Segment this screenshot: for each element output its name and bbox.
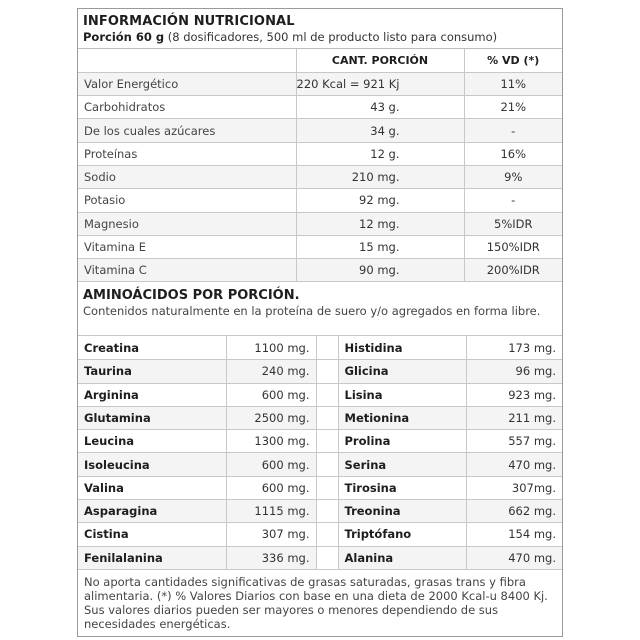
- nutrient-amount: 210 mg.: [296, 165, 464, 188]
- amino-value: 307mg.: [466, 476, 562, 499]
- nutrient-vd: 16%: [464, 142, 562, 165]
- amino-value: 600 mg.: [226, 453, 316, 476]
- amino-name: Lisina: [338, 383, 466, 406]
- footer-note: No aporta cantidades significativas de grasas saturadas, grasas trans y fibra alimentaria. (*) % Valores Diarios con base en una dieta de 2000 Kcal-u 8400 Kj. Sus valores diarios pueden ser mayores o menores dependiendo de sus necesidades energéticas.: [84, 574, 548, 631]
- nutrient-vd: 21%: [464, 96, 562, 119]
- amino-header: [78, 282, 562, 336]
- amino-name: Glutamina: [78, 406, 226, 429]
- portion-line: [83, 30, 562, 45]
- nutrient-vd: -: [464, 189, 562, 212]
- nutrient-name: Magnesio: [78, 212, 296, 235]
- amino-value: 2500 mg.: [226, 406, 316, 429]
- amino-title: AMINOÁCIDOS POR PORCIÓN.: [83, 288, 300, 304]
- amino-value: 173 mg.: [466, 336, 562, 359]
- nutrient-amount: 92 mg.: [296, 189, 464, 212]
- amino-value: 1300 mg.: [226, 430, 316, 453]
- amino-table: [78, 336, 562, 569]
- nutrition-row: [78, 235, 562, 258]
- nutrient-name: Potasio: [78, 189, 296, 212]
- panel-title: INFORMACIÓN NUTRICIONAL: [83, 14, 295, 29]
- nutrient-vd: 9%: [464, 165, 562, 188]
- amino-name: Taurina: [78, 360, 226, 383]
- col-amount-header: CANT. PORCIÓN: [296, 49, 464, 72]
- nutrition-row: [78, 119, 562, 142]
- amino-value: 96 mg.: [466, 360, 562, 383]
- nutrient-name: Vitamina E: [78, 235, 296, 258]
- amino-value: 240 mg.: [226, 360, 316, 383]
- amino-value: 557 mg.: [466, 430, 562, 453]
- nutrition-row: [78, 72, 562, 95]
- nutrient-name: Proteínas: [78, 142, 296, 165]
- amino-gap: [316, 360, 338, 383]
- portion-detail: (8 dosificadores, 500 ml de producto listo para consumo): [164, 30, 498, 44]
- amino-row: [78, 546, 562, 569]
- nutrition-facts-panel: [77, 8, 563, 637]
- amino-value: 307 mg.: [226, 523, 316, 546]
- nutrition-row: [78, 142, 562, 165]
- nutrient-vd: 200%IDR: [464, 259, 562, 282]
- amino-value: 470 mg.: [466, 546, 562, 569]
- amino-value: 470 mg.: [466, 453, 562, 476]
- nutrient-vd: 150%IDR: [464, 235, 562, 258]
- panel-header: [78, 9, 562, 49]
- nutrient-vd: -: [464, 119, 562, 142]
- amino-row: [78, 523, 562, 546]
- amino-value: 336 mg.: [226, 546, 316, 569]
- header-blank-cell: [78, 49, 296, 72]
- amino-name: Metionina: [338, 406, 466, 429]
- nutrient-name: Carbohidratos: [78, 96, 296, 119]
- amino-gap: [316, 546, 338, 569]
- amino-value: 600 mg.: [226, 383, 316, 406]
- amino-value: 154 mg.: [466, 523, 562, 546]
- amino-name: Triptófano: [338, 523, 466, 546]
- amino-name: Creatina: [78, 336, 226, 359]
- amino-name: Tirosina: [338, 476, 466, 499]
- amino-value: 211 mg.: [466, 406, 562, 429]
- amino-name: Fenilalanina: [78, 546, 226, 569]
- amino-name: Alanina: [338, 546, 466, 569]
- amino-value: 1100 mg.: [226, 336, 316, 359]
- amino-name: Isoleucina: [78, 453, 226, 476]
- amino-value: 1115 mg.: [226, 500, 316, 523]
- nutrient-amount: 15 mg.: [296, 235, 464, 258]
- amino-name: Treonina: [338, 500, 466, 523]
- nutrient-amount: 12 mg.: [296, 212, 464, 235]
- amino-row: [78, 336, 562, 359]
- portion-size: Porción 60 g: [83, 30, 165, 44]
- amino-row: [78, 383, 562, 406]
- nutrition-row: [78, 259, 562, 282]
- amino-row: [78, 476, 562, 499]
- amino-name: Glicina: [338, 360, 466, 383]
- nutrient-name: De los cuales azúcares: [78, 119, 296, 142]
- amino-name: Arginina: [78, 383, 226, 406]
- amino-gap: [316, 430, 338, 453]
- amino-value: 662 mg.: [466, 500, 562, 523]
- nutrient-amount: 90 mg.: [296, 259, 464, 282]
- nutrient-amount: 12 g.: [296, 142, 464, 165]
- amino-name: Histidina: [338, 336, 466, 359]
- amino-gap: [316, 453, 338, 476]
- nutrition-row: [78, 189, 562, 212]
- nutrient-name: Valor Energético: [78, 72, 296, 95]
- col-vd-header: % VD (*): [464, 49, 562, 72]
- amino-gap: [316, 500, 338, 523]
- amino-row: [78, 430, 562, 453]
- nutrition-table-header: [78, 49, 562, 72]
- amino-name: Asparagina: [78, 500, 226, 523]
- amino-name: Cistina: [78, 523, 226, 546]
- amino-name: Valina: [78, 476, 226, 499]
- nutrient-vd: 5%IDR: [464, 212, 562, 235]
- amino-name: Leucina: [78, 430, 226, 453]
- amino-name: Prolina: [338, 430, 466, 453]
- nutrient-vd: 11%: [464, 72, 562, 95]
- nutrition-table: [78, 49, 562, 282]
- amino-name: Serina: [338, 453, 466, 476]
- amino-gap: [316, 336, 338, 359]
- amino-row: [78, 406, 562, 429]
- amino-value: 923 mg.: [466, 383, 562, 406]
- nutrient-amount: 220 Kcal = 921 Kj: [296, 72, 464, 95]
- nutrition-row: [78, 212, 562, 235]
- nutrition-row: [78, 165, 562, 188]
- nutrient-amount: 43 g.: [296, 96, 464, 119]
- amino-gap: [316, 476, 338, 499]
- amino-row: [78, 360, 562, 383]
- nutrient-name: Vitamina C: [78, 259, 296, 282]
- amino-gap: [316, 523, 338, 546]
- amino-row: [78, 453, 562, 476]
- amino-gap: [316, 406, 338, 429]
- amino-row: [78, 500, 562, 523]
- amino-value: 600 mg.: [226, 476, 316, 499]
- nutrition-row: [78, 96, 562, 119]
- nutrient-amount: 34 g.: [296, 119, 464, 142]
- amino-gap: [316, 383, 338, 406]
- nutrient-name: Sodio: [78, 165, 296, 188]
- amino-subtitle: Contenidos naturalmente en la proteína de suero y/o agregados en forma libre.: [83, 304, 541, 319]
